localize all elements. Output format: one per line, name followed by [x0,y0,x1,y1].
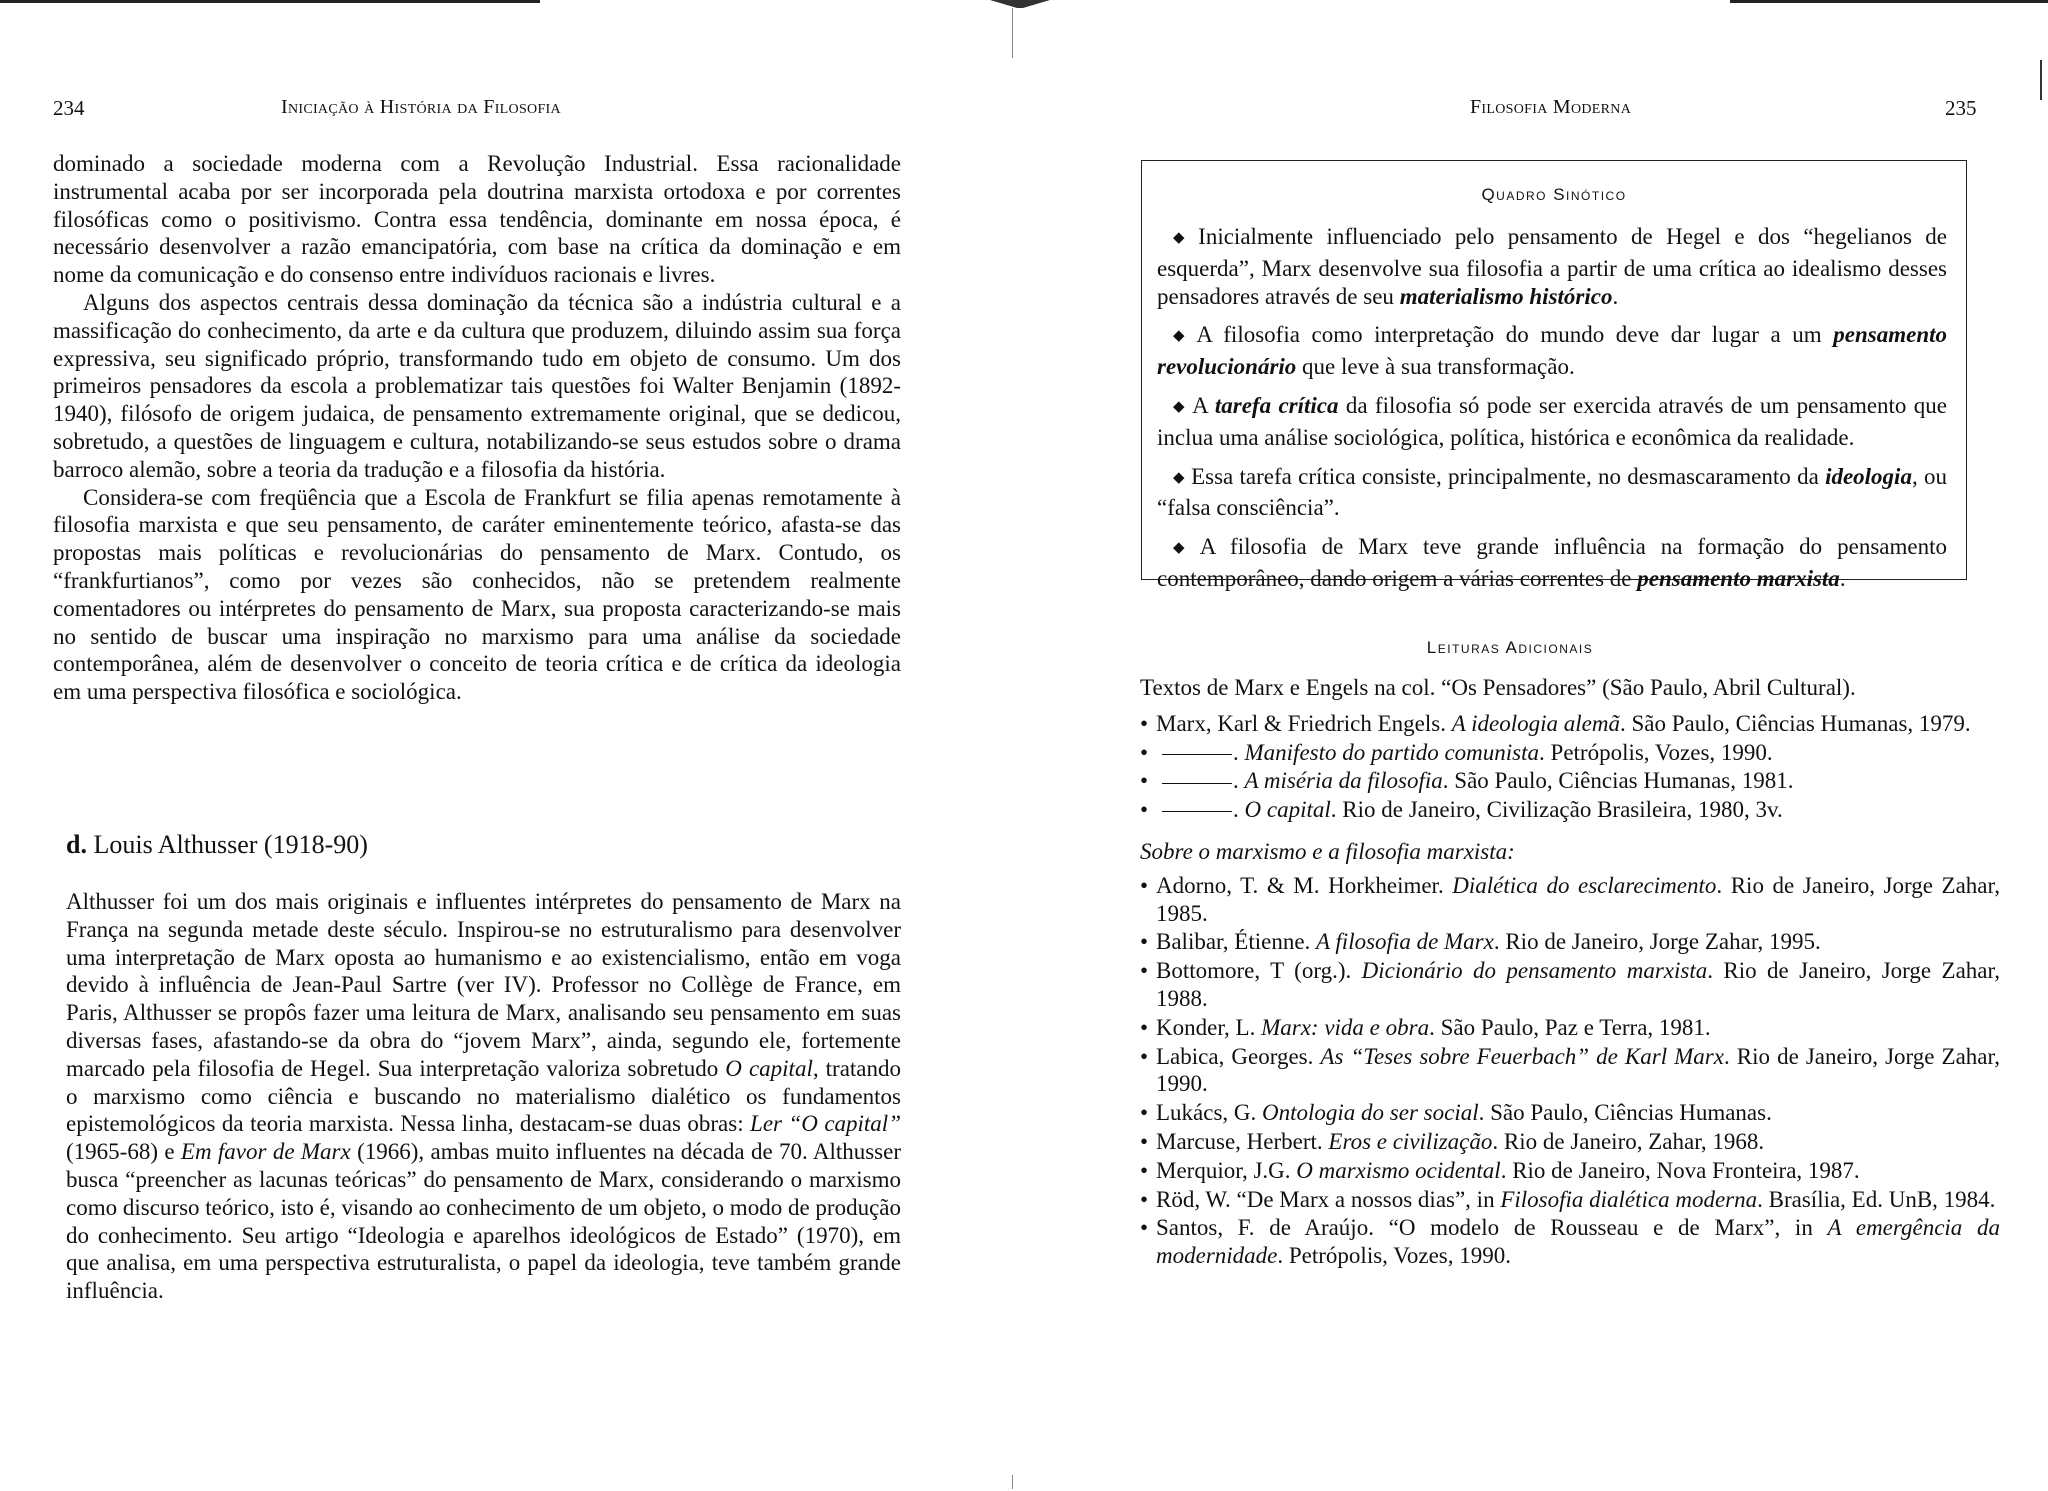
text-run: . Brasília, Ed. UnB, 1984. [1757,1186,1996,1212]
ditto-dash [1162,783,1232,784]
work-title: Manifesto do partido comunista [1244,739,1540,765]
paragraph [66,888,901,1305]
bullet-icon: • [1140,929,1149,955]
text-run: que leve à sua transformação. [1296,354,1575,380]
work-title: A filosofia de Marx [1316,929,1494,955]
work-title: A miséria da filosofia [1244,768,1443,794]
bullet-icon: • [1140,872,1149,898]
bullet-icon: • [1140,797,1149,823]
reading-item [1140,739,2000,767]
work-title: Ontologia do ser social [1262,1100,1479,1126]
text-run: . Rio de Janeiro, Civilização Brasileira, 1980, 3v. [1330,797,1783,823]
readings-subhead: Sobre o marxismo e a filosofia marxista: [1140,838,1515,864]
text-run: Merquior, J.G. [1156,1157,1297,1183]
emphasis: materialismo histórico [1399,283,1613,309]
text-run: . [1233,739,1245,765]
box-item [1157,463,1947,523]
reading-item [1140,1186,2000,1214]
emphasis: pensamento marxista [1637,565,1840,591]
emphasis: ideologia [1825,463,1912,489]
running-head: Filosofia Moderna [1470,96,1632,118]
reading-item [1140,796,2000,824]
text-run: A filosofia de Marx teve grande influência na formação do pensamento contemporâneo, dando origem a várias correntes de [1157,534,1947,591]
bullet-icon: • [1140,768,1149,794]
reading-item [1140,767,2000,795]
reading-item [1140,1099,2000,1127]
bullet-icon: • [1140,958,1149,984]
reading-item [1140,928,2000,956]
paragraph: Alguns dos aspectos centrais dessa dominação da técnica são a indústria cultural e a massificação do conhecimento, da arte e da cultura que produzem, diluindo assim sua força expressiva, seu significado próprio, transformando tudo em objeto de consumo. Um dos primeiros pensadores da escola a problematizar tais questões foi Walter Benjamin (1892-1940), filósofo de origem judaica, de pensamento extremamente original, que se dedicou, sobretudo, a questões de linguagem e cultura, notabilizando-se seus estudos sobre o drama barroco alemão, sobre a teoria da tradução e a filosofia da história. [53,289,901,482]
reading-item [1140,957,2000,1013]
diamond-icon: ◆ [1173,540,1194,557]
bullet-icon: • [1140,1014,1149,1040]
text-run: Bottomore, T (org.). [1156,958,1362,984]
work-title: As “Teses sobre Feuerbach” de Karl Marx [1320,1043,1724,1069]
diamond-icon: ◆ [1173,398,1187,415]
reading-item [1140,710,2000,738]
text-run: , ou “falsa consciência”. [1157,463,1947,521]
readings-title: Leituras Adicionais [1426,638,1594,657]
box-item [1157,321,1947,381]
althusser-text [66,888,901,1305]
text-run: A filosofia como interpretação do mundo deve dar lugar a um [1196,322,1834,348]
text-run: Röd, W. “De Marx a nossos dias”, in [1156,1186,1501,1212]
diamond-icon: ◆ [1173,469,1186,486]
box-items [1157,223,1947,604]
paragraph: Considera-se com freqüência que a Escola de Frankfurt se filia apenas remotamente à filosofia marxista e que seu pensamento, de caráter eminentemente teórico, afasta-se das propostas mais políticas e revolucionárias do pensamento de Marx. Contudo, os “frankfurtianos”, como por vezes são conhecidos, não se pretendem realmente comentadores ou intérpretes do pensamento de Marx, sua proposta caracterizando-se mais no sentido de buscar uma inspiração no marxismo para uma análise da sociedade contemporânea, além de desenvolver o conceito de teoria crítica e de crítica da ideologia em uma perspectiva filosófica e sociológica. [53,484,901,705]
box-item [1157,223,1947,310]
text-run: Althusser foi um dos mais originais e influentes intérpretes do pensamento de Marx na França na segunda metade deste século. Inspirou-se no estruturalismo para desenvolver uma interpretação de Marx oposta ao humanismo e ao existencialismo, então em voga devido à influência de Jean-Paul Sartre (ver IV). Professor no Collège de France, em Paris, Althusser se propôs fazer uma leitura de Marx, analisando seu pensamento em suas diversas fases, afastando-se da obra do “jovem Marx”, ainda, segundo ele, fortemente marcado pela filosofia de Hegel. Sua interpretação valoriza sobretudo [66,889,901,1081]
work-title: O capital [725,1055,813,1081]
diamond-icon: ◆ [1173,230,1193,246]
page-number: 235 [1945,96,1977,120]
reading-item [1140,1043,2000,1099]
work-title: Dicionário do pensamento marxista [1361,958,1708,984]
page-number: 234 [53,96,85,120]
frankfurt-text [53,150,901,706]
work-title: A emergência da modernidade [1156,1215,2000,1269]
box-item [1157,533,1947,593]
reading-item [1140,1214,2000,1270]
work-title: A ideologia alemã [1451,710,1620,736]
text-run: da filosofia só pode ser exercida através de um pensamento que inclua uma análise sociológica, política, histórica e econômica da realidade. [1157,392,1948,450]
readings-intro: Textos de Marx e Engels na col. “Os Pensadores” (São Paulo, Abril Cultural). [1140,675,1856,700]
text-run: Essa tarefa crítica consiste, principalmente, no desmascaramento da [1191,463,1826,489]
section-heading [66,830,368,860]
text-run: Balibar, Étienne. [1156,929,1317,955]
bullet-icon: • [1140,1128,1149,1154]
ditto-dash [1162,811,1232,812]
text-run: . [1612,283,1619,309]
text-run: . [1233,797,1245,823]
text-run: . Rio de Janeiro, Jorge Zahar, 1990. [1156,1043,2000,1097]
text-run: . [1233,768,1245,794]
text-run: . São Paulo, Ciências Humanas, 1979. [1619,710,1971,736]
text-run: (1965-68) e [66,1139,181,1165]
text-run: . Rio de Janeiro, Nova Fronteira, 1987. [1500,1157,1860,1183]
emphasis: pensamento revolucionário [1157,322,1947,380]
paragraph: dominado a sociedade moderna com a Revolução Industrial. Essa racionalidade instrumental acaba por ser incorporada pela doutrina marxista ortodoxa e por correntes filosóficas como o positivismo. Contra essa tendência, dominante em nossa época, é necessário desenvolver a razão emancipatória, com base na crítica da dominação e em nome da comunicação e do consenso entre indivíduos racionais e livres. [53,151,901,288]
text-run: . Rio de Janeiro, Jorge Zahar, 1988. [1156,958,2000,1011]
bullet-icon: • [1140,1186,1149,1212]
text-run: (1966), ambas muito influentes na década de 70. Althusser busca “preencher as lacunas teóricas” do pensamento de Marx, considerando o marxismo como discurso teórico, isto é, visando ao conhecimento de um objeto, o modo de produção do conhecimento. Seu artigo “Ideologia e aparelhos ideológicos de Estado” (1970), em que analisa, em uma perspectiva estruturalista, o papel da ideologia, teve também grande influência. [66,1139,901,1304]
bullet-icon: • [1140,710,1149,736]
diamond-icon: ◆ [1173,328,1191,345]
text-run: . Rio de Janeiro, Zahar, 1968. [1492,1128,1765,1154]
text-run: . Rio de Janeiro, Jorge Zahar, 1995. [1493,929,1821,955]
work-title: O marxismo ocidental [1296,1157,1501,1183]
bullet-icon: • [1140,1157,1149,1183]
bullet-icon: • [1140,1043,1149,1069]
right-page [1010,0,2048,1491]
reading-item [1140,1014,2000,1042]
text-run: Inicialmente influenciado pelo pensamento de Hegel e dos “hegelianos de esquerda”, Marx desenvolve sua filosofia a partir de uma crítica ao idealismo desses pensadores através de seu [1157,224,1947,309]
text-run: . São Paulo, Ciências Humanas. [1478,1100,1772,1126]
reading-item [1140,872,2000,928]
text-run: . São Paulo, Paz e Terra, 1981. [1429,1014,1711,1040]
text-run: , tratando o marxismo como ciência e buscando no materialismo dialético os fundamentos epistemológicos da teoria marxista. Nessa linha, destacam-se duas obras: [66,1055,902,1137]
work-title: Eros e civilização [1328,1128,1493,1154]
emphasis: tarefa crítica [1214,392,1339,418]
running-head: Iniciação à História da Filosofia [281,96,561,118]
text-run: Marx, Karl & Friedrich Engels. [1156,710,1452,736]
text-run: . São Paulo, Ciências Humanas, 1981. [1442,768,1794,794]
text-run: Labica, Georges. [1156,1043,1321,1069]
text-run: . [1839,565,1846,591]
text-run: Marcuse, Herbert. [1156,1128,1329,1154]
work-title: Ler “O capital” [750,1111,901,1137]
bullet-icon: • [1140,739,1149,765]
text-run: . Rio de Janeiro, Jorge Zahar, 1985. [1156,872,2000,926]
work-title: O capital [1244,797,1331,823]
work-title: Em favor de Marx [180,1139,351,1165]
ditto-dash [1162,754,1232,755]
section-title: Louis Althusser (1918-90) [93,830,368,859]
work-title: Filosofia dialética moderna [1500,1186,1758,1212]
bullet-icon: • [1140,1100,1149,1126]
synoptic-box [1141,160,1967,591]
text-run: . Petrópolis, Vozes, 1990. [1539,739,1773,765]
reading-item [1140,1128,2000,1156]
text-run: Santos, F. de Araújo. “O modelo de Rousseau e de Marx”, in [1156,1215,1828,1241]
bullet-icon: • [1140,1215,1149,1241]
text-run: . Petrópolis, Vozes, 1990. [1277,1243,1512,1269]
left-page [0,0,1000,1491]
box-title: Quadro Sinótico [1481,185,1627,204]
text-run: Adorno, T. & M. Horkheimer. [1156,872,1453,898]
work-title: Marx: vida e obra [1261,1014,1430,1040]
section-letter: d. [66,830,87,859]
text-run: Konder, L. [1156,1014,1262,1040]
readings-list [1140,674,2000,1271]
work-title: Dialética do esclarecimento [1452,872,1717,898]
reading-item [1140,1157,2000,1185]
text-run: A [1192,392,1215,418]
box-item [1157,392,1947,452]
text-run: Lukács, G. [1156,1100,1263,1126]
